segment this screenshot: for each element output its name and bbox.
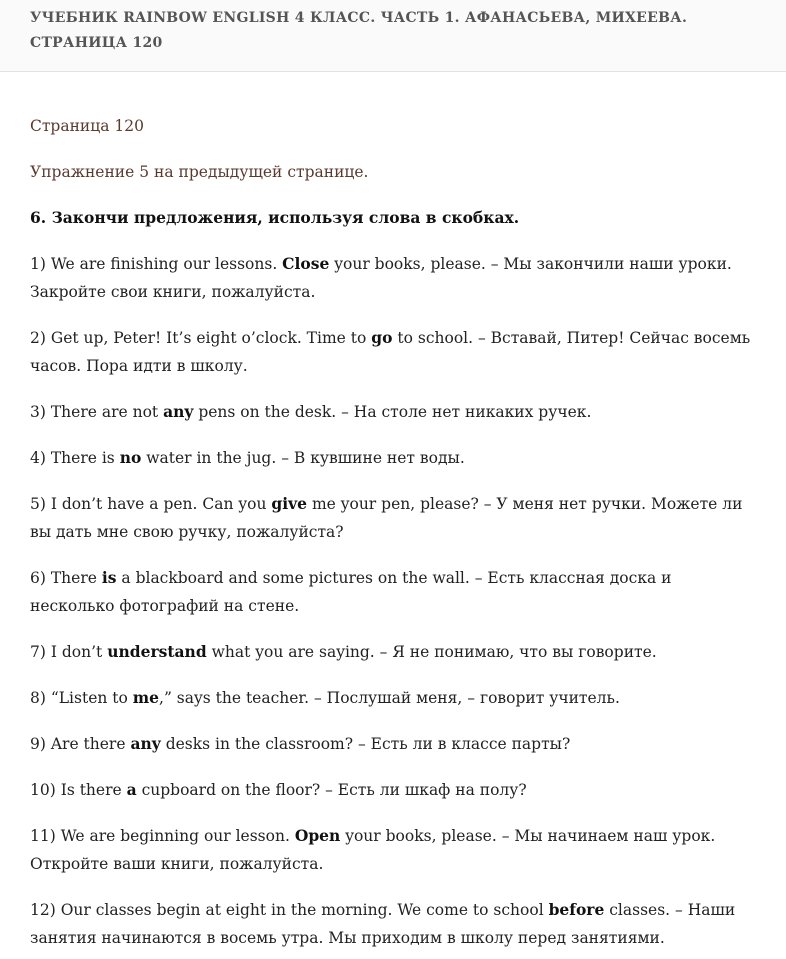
article-body (0, 72, 786, 952)
answer-item: 10) Is there a cupboard on the floor? – Есть ли шкаф на полу? (30, 780, 527, 799)
answer-item: 7) I don’t understand what you are saying. – Я не понимаю, что вы говорите. (30, 642, 657, 661)
answer-item: 12) Our classes begin at eight in the morning. We come to school before classes. – Наши занятия начинаются в восемь утра. Мы приходим в школу перед занятиями. (30, 900, 736, 947)
page-title: УЧЕБНИК RAINBOW ENGLISH 4 КЛАСС. ЧАСТЬ 1. АФАНАСЬЕВА, МИХЕЕВА. СТРАНИЦА 120 (30, 10, 688, 51)
answer-item: 1) We are finishing our lessons. Close your books, please. – Мы закончили наши уроки. Закройте свои книги, пожалуйста. (30, 254, 732, 301)
exercise-note: Упражнение 5 на предыдущей странице. (30, 163, 369, 181)
answer-item: 5) I don’t have a pen. Can you give me your pen, please? – У меня нет ручки. Можете ли вы дать мне свою ручку, пожалуйста? (30, 494, 743, 541)
page-header (0, 0, 786, 72)
page-number-label: Страница 120 (30, 117, 144, 135)
answer-item: 11) We are beginning our lesson. Open your books, please. – Мы начинаем наш урок. Откройте ваши книги, пожалуйста. (30, 826, 716, 873)
answer-item: 3) There are not any pens on the desk. – На столе нет никаких ручек. (30, 402, 592, 421)
exercise-heading: 6. Закончи предложения, используя слова в скобках. (30, 208, 520, 227)
answer-item: 4) There is no water in the jug. – В кувшине нет воды. (30, 448, 465, 467)
answer-item: 2) Get up, Peter! It’s eight o’clock. Time to go to school. – Вставай, Питер! Сейчас восемь часов. Пора идти в школу. (30, 328, 751, 375)
answer-item: 6) There is a blackboard and some pictures on the wall. – Есть классная доска и несколько фотографий на стене. (30, 568, 672, 615)
answer-item: 9) Are there any desks in the classroom? – Есть ли в классе парты? (30, 734, 571, 753)
answer-item: 8) “Listen to me,” says the teacher. – Послушай меня, – говорит учитель. (30, 688, 620, 707)
